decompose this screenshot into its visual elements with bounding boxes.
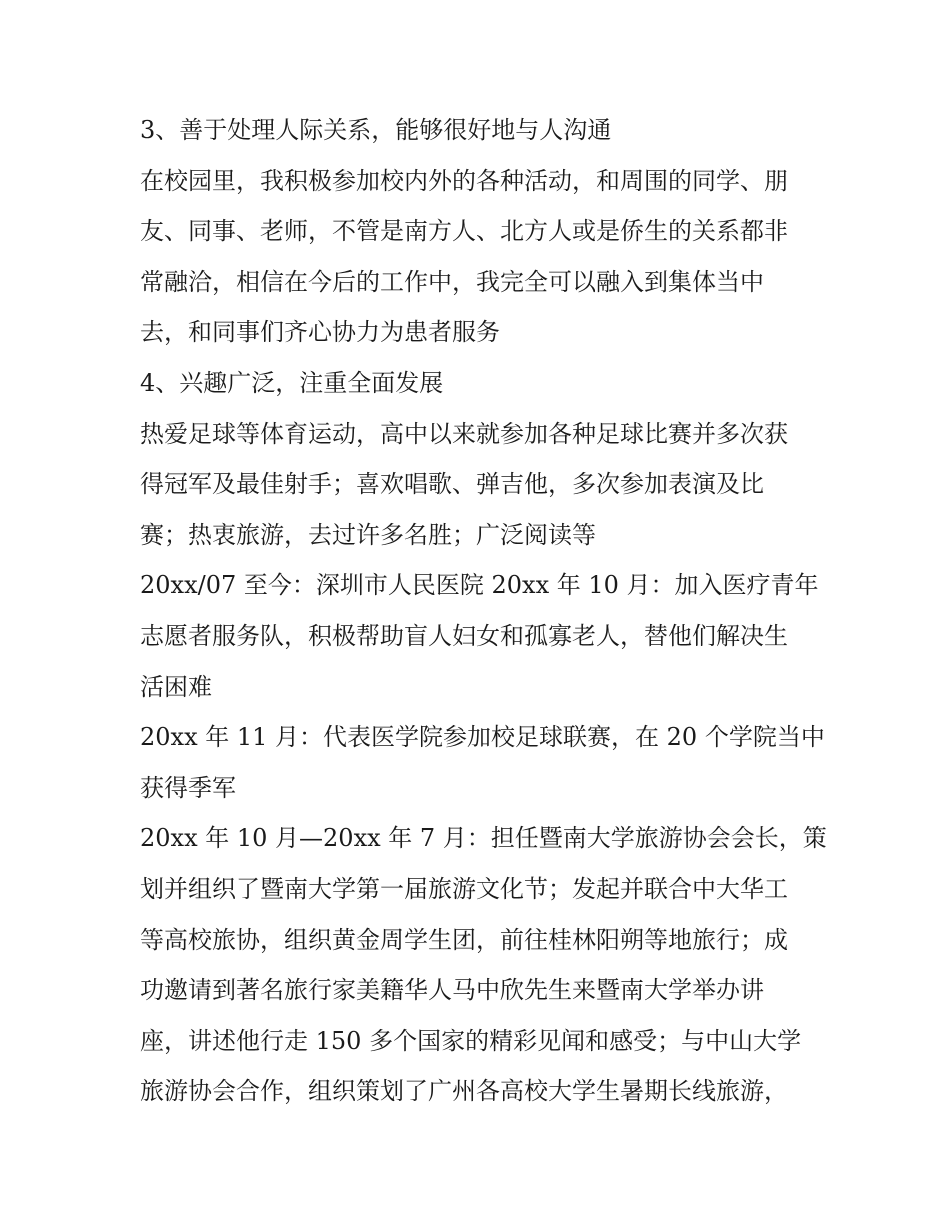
text-line: 20xx 年 11 月：代表医学院参加校足球联赛，在 20 个学院当中 (140, 723, 825, 751)
text-line: 热爱足球等体育运动，高中以来就参加各种足球比赛并多次获 (140, 420, 788, 448)
text-line: 旅游协会合作，组织策划了广州各高校大学生暑期长线旅游， (140, 1077, 788, 1105)
text-line: 等高校旅协，组织黄金周学生团，前往桂林阳朔等地旅行；成 (140, 926, 788, 954)
text-line: 友、同事、老师，不管是南方人、北方人或是侨生的关系都非 (140, 217, 788, 245)
text-line: 获得季军 (140, 774, 236, 802)
heading-interests: 4、兴趣广泛，注重全面发展 (140, 369, 444, 397)
heading-interpersonal: 3、善于处理人际关系，能够很好地与人沟通 (140, 116, 612, 144)
text-line: 20xx 年 10 月—20xx 年 7 月：担任暨南大学旅游协会会长，策 (140, 824, 827, 852)
text-line: 去，和同事们齐心协力为患者服务 (140, 318, 500, 346)
text-line: 赛；热衷旅游，去过许多名胜；广泛阅读等 (140, 521, 596, 549)
text-line: 划并组织了暨南大学第一届旅游文化节；发起并联合中大华工 (140, 875, 788, 903)
text-line: 常融洽，相信在今后的工作中，我完全可以融入到集体当中 (140, 268, 764, 296)
text-line: 得冠军及最佳射手；喜欢唱歌、弹吉他，多次参加表演及比 (140, 470, 764, 498)
text-line: 20xx/07 至今：深圳市人民医院 20xx 年 10 月：加入医疗青年 (140, 571, 819, 599)
text-line: 座，讲述他行走 150 多个国家的精彩见闻和感受；与中山大学 (140, 1027, 802, 1055)
text-line: 功邀请到著名旅行家美籍华人马中欣先生来暨南大学举办讲 (140, 976, 764, 1004)
text-line: 活困难 (140, 673, 212, 701)
text-line: 志愿者服务队，积极帮助盲人妇女和孤寡老人，替他们解决生 (140, 622, 788, 650)
text-line: 在校园里，我积极参加校内外的各种活动，和周围的同学、朋 (140, 167, 788, 195)
